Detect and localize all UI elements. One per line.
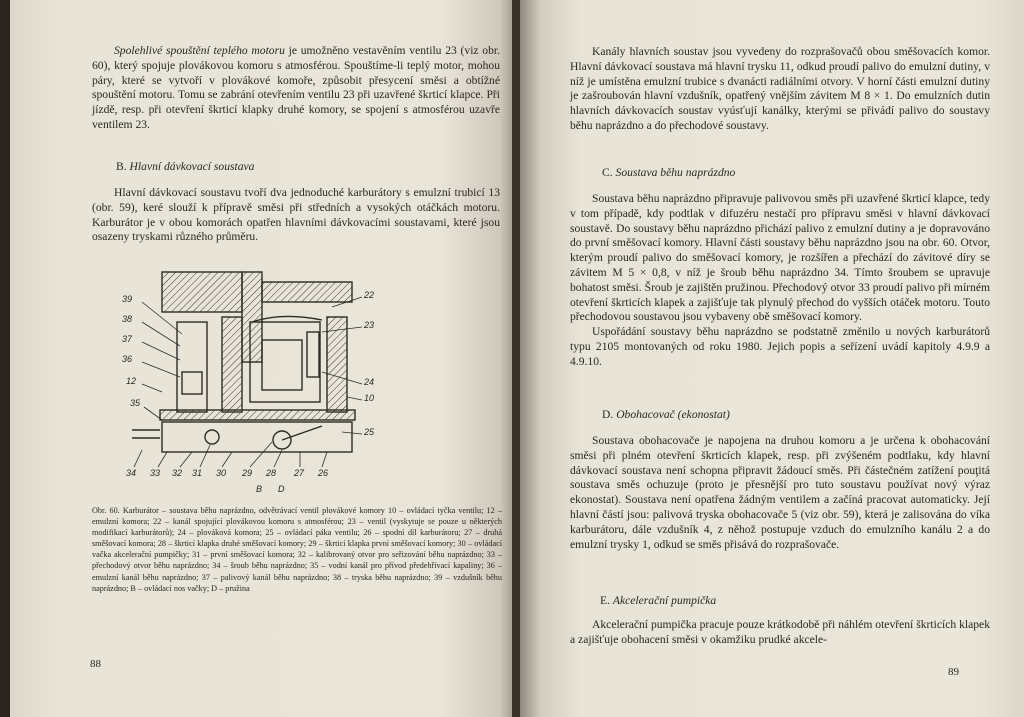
section-letter: B. [116, 160, 127, 173]
section-title: Obohacovač (ekonostat) [616, 408, 730, 421]
paragraph-text: Uspořádání soustavy běhu naprázdno se podstatně změnilo u nových karburátorů typu 2105 montovaných od roku 1980. Jejich popis a seřízení uvádí kapitoly 4.9.9 a 4.9.10. [570, 325, 990, 368]
paragraph-top [570, 45, 990, 134]
section-heading-b [116, 160, 254, 173]
figure-label: 24 [364, 377, 375, 387]
figure-label: 12 [126, 376, 137, 386]
paragraph-text: Soustava běhu naprázdno připravuje palivovou směs při uzavřené škrticí klapce, tedy v tom případě, kdy podtlak v difuzéru nestačí pro přípravu směsi v hlavní dávkovací soustavě. Do soustavy běhu naprázdno přichází palivo z emulzní dutiny a je dopravováno do první směšovací komory. Hlavní části soustavy běhu naprázdno jsou na obr. 60. Otvor, kterým proudí palivo do směšovací komory, je rozšířen a přechází do závitové díry se závitem M 5 × 0,8, v níž je šroub běhu naprázdno 34. Tímto šroubem se upravuje bohatost směsi. Šroub je zajištěn pružinou. Přechodový otvor 33 proudí palivo při mírném otevření škrticích klapek a zajišťuje tak plynulý přechod do vyšších otáček motoru. Touto přechodovou soustavou jsou vybaveny obě směšovací komory. [570, 192, 990, 324]
figure-label: D [278, 484, 285, 494]
figure-label: 10 [364, 393, 375, 403]
figure-label: 35 [130, 398, 141, 408]
intro-text: je umožněno vestavěním ventilu 23 (viz obr. 60), který spojuje plovákovou komoru s atmosférou. Spouštíme-li teplý motor, mohou páry, které se vytvoří v plovákové komoře, způsobit přesycení směsi a obtížné spouštění motoru. Tomu se zabrání otevřením ventilu 23 při uzavřené škrticí klapce. Při jízdě, resp. při otevření škrticí klapky druhé komory, se spojení s atmosférou uzavře ventilem 23. [92, 44, 500, 131]
intro-paragraph [92, 44, 500, 133]
paragraph-text: Hlavní dávkovací soustavu tvoří dva jednoduché karburátory s emulzní trubicí 13 (obr. 59), keré slouží k přípravě směsi při středních a vysokých otáčkách motoru. Karburátor je v obou komorách opatřen hlavními dávkovacími soustavami, které jsou osazeny tryskami různého průměru. [92, 186, 500, 244]
section-letter: D. [602, 408, 614, 421]
figure-label: 26 [318, 468, 329, 478]
section-title: Soustava běhu naprázdno [615, 166, 736, 179]
carburetor-drawing [122, 262, 382, 502]
figure-label: 28 [266, 468, 277, 478]
paragraph-b [92, 186, 500, 245]
figure-label: 25 [364, 427, 375, 437]
figure-label: 30 [216, 468, 227, 478]
figure-label: 22 [364, 290, 375, 300]
left-page [10, 0, 515, 717]
carburetor-figure [122, 262, 382, 502]
figure-label: 39 [122, 294, 133, 304]
figure-label: 38 [122, 314, 133, 324]
page-number: 88 [90, 658, 101, 670]
figure-label: 29 [242, 468, 253, 478]
figure-caption: Obr. 60. Karburátor – soustava běhu naprázdno, odvětrávací ventil plovákové komory 10 – ovládací tyčka ventilu; 12 – emulzní komora; 22 – kanál spojující plovákovou komoru s atmosférou; 23 – ventil (vyskytuje se pouze u některých modifikací karburátorů); 24 – plováková komora; 25 – ovládací páka ventilu; 26 – spodní díl karburátoru; 27 – druhá směšovací komora; 28 – škrticí klapka druhé směšovací komory; 29 – škrticí klapka první směšovací komory; 30 – ovládací vačka akcelerační pumpičky; 31 – první směšovací komora; 32 – kalibrovaný otvor pro seřizování běhu naprázdno; 33 – přechodový otvor běhu naprázdno; 34 – šroub běhu naprázdno; 35 – vodní kanál pro přívod předehřívací kapaliny; 36 – emulzní kanál běhu naprázdno; 37 – palivový kanál běhu naprázdno; 38 – tryska běhu naprázdno; 39 – vzdušník běhu naprázdno; B – ovládací nos vačky; D – pružina [92, 506, 502, 593]
figure-label: 34 [126, 468, 137, 478]
figure-label: 33 [150, 468, 161, 478]
figure-label: B [256, 484, 263, 494]
page-number: 89 [948, 666, 959, 678]
figure-label: 36 [122, 354, 133, 364]
figure-label: 23 [364, 320, 375, 330]
figure-label: 27 [294, 468, 305, 478]
section-letter: E. [600, 594, 610, 607]
paragraph-text: Akcelerační pumpička pracuje pouze krátkodobě při náhlém otevření škrticích klapek a zajišťuje obohacení směsi v okamžiku prudké akcele- [570, 618, 990, 646]
figure-label: 37 [122, 334, 133, 344]
figure-label: 32 [172, 468, 183, 478]
figure-label: 31 [192, 468, 203, 478]
section-heading-d [602, 408, 730, 421]
section-title: Hlavní dávkovací soustava [129, 160, 255, 173]
right-page [520, 0, 1024, 717]
paragraph-text: Kanály hlavních soustav jsou vyvedeny do rozprašovačů obou směšovacích komor. Hlavní dávkovací soustava má hlavní trysku 11, odkud proudí palivo do emulzní dutiny, v níž je umístěna emulzní trubice s dvanácti radiálními otvory. V horní části emulzní dutiny je zašroubován hlavní vzdušník, opatřený vnějším závitem M 8 × 1. Do emulzních dutin hlavních dávkovacích soustav vyúsťují kanálky, kterými se přivádí palivo do soustavy běhu naprázdno a do přechodové soustavy. [570, 45, 990, 132]
paragraph-e [570, 618, 990, 648]
section-title: Akcelerační pumpička [612, 594, 717, 607]
section-letter: C. [602, 166, 613, 179]
section-heading-e [600, 594, 716, 607]
section-heading-c [602, 166, 735, 179]
intro-italic-lead: Spolehlivé spouštění teplého motoru [114, 44, 285, 57]
paragraph-d [570, 434, 990, 552]
paragraph-c [570, 192, 990, 370]
paragraph-text: Soustava obohacovače je napojena na druhou komoru a je určena k obohacování směsi při plném otevření škrticích klapek, resp. při zvýšeném podtlaku, kdy hlavní dávkovací soustava není schopna připravit žádoucí směs. Při částečném zatížení pouţitá soustava směs ochuzuje (proto je přesnější pro tuto soustavu používat nový výraz ekonostat). Soustava není opatřena žádným ventilem a začíná pracovat automaticky. Její hlavní částí jsou: palivová tryska obohacovače 5 (viz obr. 59), která je zalisována do víka karburátoru, dále vzdušník 4, z něhož postupuje vzduch do emulzního kanálu 2 a do emulzní trysky 1, odkud se směs přisává do rozprašovače. [570, 434, 990, 551]
